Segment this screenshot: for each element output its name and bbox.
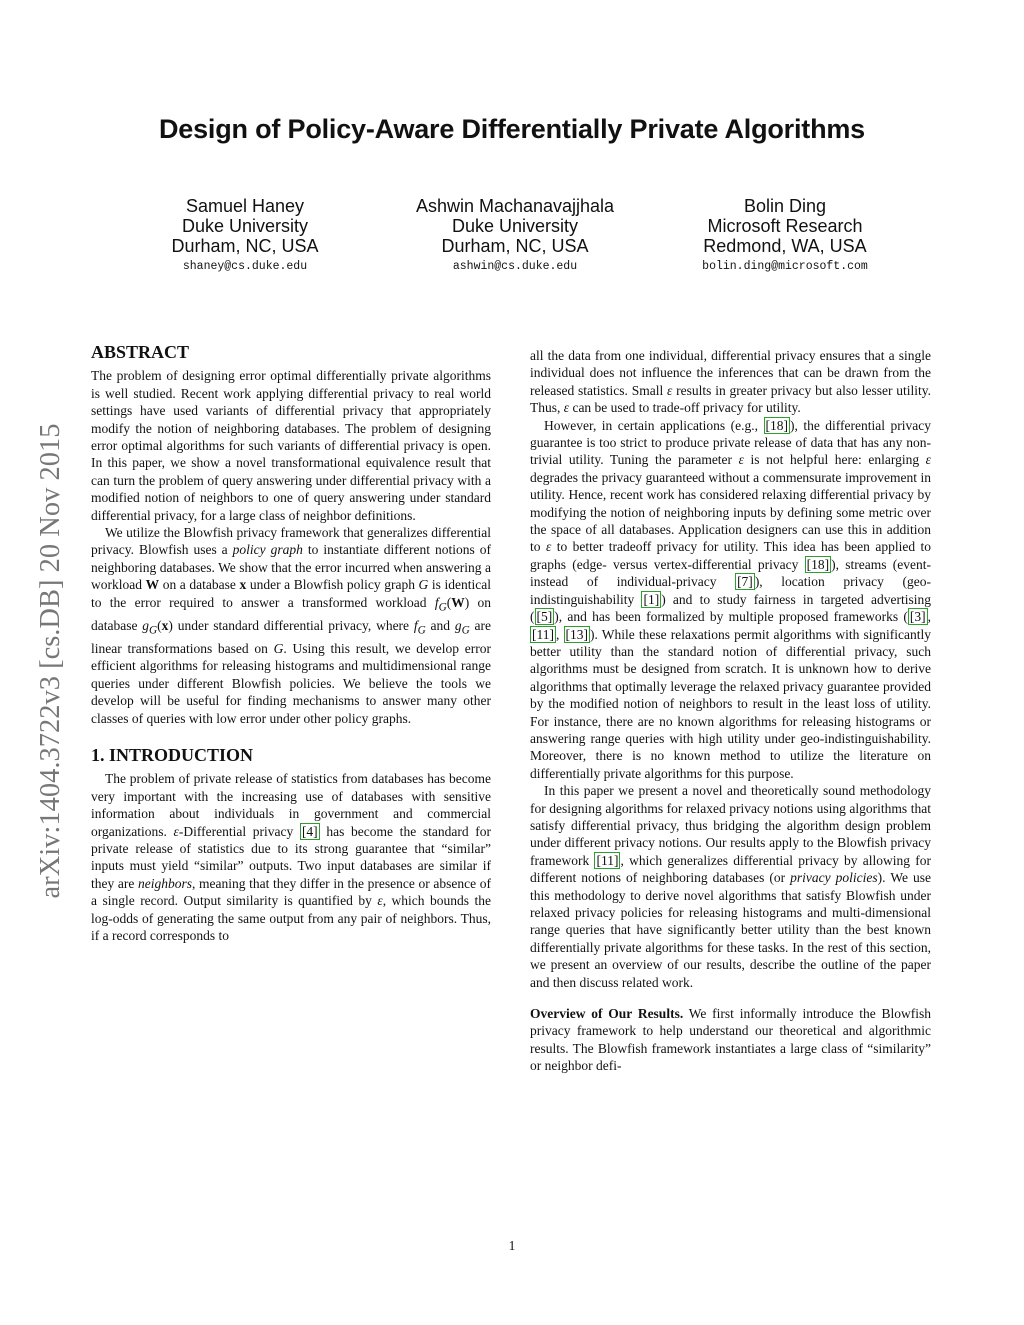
left-column bbox=[91, 344, 491, 944]
citation-link[interactable]: [11] bbox=[532, 626, 554, 642]
introduction-paragraph-1: The problem of private release of statistics from databases has become very important with the increasing use of databases with sensitive information about individuals in government and commercial organizations. ε-Differential privacy [4] has become the standard for private release of statistics due to its strong guarantee that “similar” inputs must yield “similar” outputs. Two input databases are similar if they are neighbors, meaning that they differ in the presence or absence of a single record. Output similarity is quantified by ε, which bounds the log-odds of generating the same output from any pair of neighbors. Thus, if a record corresponds to bbox=[91, 771, 492, 943]
author-1 bbox=[120, 196, 370, 278]
citation-link[interactable]: [7] bbox=[737, 574, 753, 590]
right-column bbox=[530, 347, 931, 1075]
abstract-paragraph-2: We utilize the Blowfish privacy framework that generalizes differential privacy. Blowfish uses a policy graph to instantiate different notions of neighboring databases. We show that the error incurred when answering a workload W on a database x under a Blowfish policy graph G is identical to the error required to answer a transformed workload $f_G(W)$ on database $g_G(x)$ under standard differential privacy, where $f_G$ and $g_G$ are linear transformations based on G. Using this result, we develop error efficient algorithms for releasing histograms and multidimensional range queries under different Blowfish policies. We believe the tools we develop will be useful for finding mechanisms to answer many other classes of queries with low error under other policy graphs. bbox=[91, 525, 491, 726]
body-paragraph-continued: all the data from one individual, differential privacy ensures that a single individual does not influence the inferences that can be drawn from the released statistics. Small ε results in greater privacy but also lesser utility. Thus, ε can be used to trade-off privacy for utility. bbox=[530, 348, 932, 416]
author-name: Bolin Ding bbox=[743, 196, 827, 216]
abstract-paragraph-1: The problem of designing error optimal differentially private algorithms is well studied. Recent work applying differential privacy to real world settings have used variants of differential privacy that appropriately modify the notion of neighboring databases. The problem of designing error optimal algorithms for such variants of differential privacy is open. In this paper, we show a novel transformational equivalence result that can turn the problem of query answering under differential privacy with a modified notion of neighbors to one of query answering under standard differential privacy, for a large class of neighbor definitions. bbox=[91, 368, 491, 523]
author-affiliation: Duke University bbox=[451, 216, 579, 236]
author-email: ashwin@cs.duke.edu bbox=[452, 260, 578, 273]
citation-link[interactable]: [3] bbox=[909, 609, 926, 625]
citation-link[interactable]: [4] bbox=[301, 823, 318, 839]
introduction-heading: 1. INTRODUCTION bbox=[91, 744, 254, 765]
paper-title: Design of Policy-Aware Differentially Private Algorithms bbox=[159, 114, 865, 144]
arxiv-id: arXiv:1404.3722v3 [cs.DB] 20 Nov 2015 bbox=[35, 423, 66, 899]
arxiv-stamp bbox=[30, 352, 72, 970]
author-email: shaney@cs.duke.edu bbox=[182, 260, 308, 273]
citation-link[interactable]: [13] bbox=[565, 626, 589, 642]
author-3 bbox=[660, 196, 910, 278]
page-number: 1 bbox=[508, 1238, 516, 1253]
citation-link[interactable]: [11] bbox=[596, 852, 619, 868]
author-affiliation: Duke University bbox=[181, 216, 309, 236]
author-location: Durham, NC, USA bbox=[441, 236, 589, 256]
author-block bbox=[120, 196, 910, 278]
citation-link[interactable]: [5] bbox=[536, 609, 553, 625]
overview-heading: Overview of Our Results. bbox=[530, 1006, 684, 1022]
author-affiliation: Microsoft Research bbox=[707, 216, 863, 236]
author-2 bbox=[390, 196, 640, 278]
body-paragraph-2: However, in certain applications (e.g., [18] ), the differential privacy guarantee is too strict to produce private release of data that has any non-trivial utility. Tuning the parameter ε is not helpful here: enlarging ε degrades the privacy guaranteed without a commensurate improvement in utility. Hence, recent work has considered relaxing differential privacy by modifying the notion of neighboring inputs by defining some metric over the space of all databases. Application designers can use this in addition to ε to better tradeoff privacy for utility. This idea has been applied to graphs (edge- versus vertex-differential privacy [18] ), streams (event- instead of individual-privacy [7] ), location privacy (geo-indistinguishability [1] ) and to study fairness in targeted advertising ( [5] ), and has been formalized by multiple proposed frameworks ( [3] , [11] , [13] ). While these relaxations permit algorithms with significantly better utility than the standard notion of differential privacy, such algorithms must be designed from scratch. It is unknown how to derive algorithms that optimally leverage the relaxed privacy guarantee provided by the modified notion of neighbors to result in the least loss of utility. For instance, there are no known algorithms for releasing histograms or answering range queries with high utility under geo-indistinguishability. Moreover, there is no known method to utilize the literature on differentially private algorithms for this purpose. bbox=[530, 417, 931, 781]
author-name: Ashwin Machanavajjhala bbox=[415, 196, 615, 216]
abstract-heading: ABSTRACT bbox=[91, 342, 190, 362]
author-location: Durham, NC, USA bbox=[171, 236, 319, 256]
citation-link[interactable]: [18] bbox=[806, 556, 830, 572]
author-email: bolin.ding@microsoft.com bbox=[702, 260, 868, 273]
body-paragraph-3: In this paper we present a novel and theoretically sound methodology for designing algorithms for relaxed privacy notions using algorithms that satisfy differential privacy, thus bridging the algorithm design problem under different privacy notions. Our results apply to the Blowfish privacy framework [11] , which generalizes differential privacy by allowing for different notions of neighboring databases (or privacy policies). We use this methodology to derive novel algorithms that satisfy Blowfish under relaxed privacy policies for releasing histograms and multi-dimensional range queries that have significantly better utility than the best known differentially private algorithms for these tasks. In the rest of this section, we present an overview of our results, describe the outline of the paper and then discuss related work. bbox=[530, 783, 931, 990]
author-location: Redmond, WA, USA bbox=[703, 236, 867, 256]
author-name: Samuel Haney bbox=[185, 196, 305, 216]
citation-link[interactable]: [1] bbox=[643, 591, 660, 607]
overview-paragraph: Overview of Our Results. We first informally introduce the Blowfish privacy framework to help understand our theoretical and algorithmic results. The Blowfish framework instantiates a large class of “similarity” or neighbor defi- bbox=[530, 1006, 931, 1074]
citation-link[interactable]: [18] bbox=[765, 417, 788, 433]
